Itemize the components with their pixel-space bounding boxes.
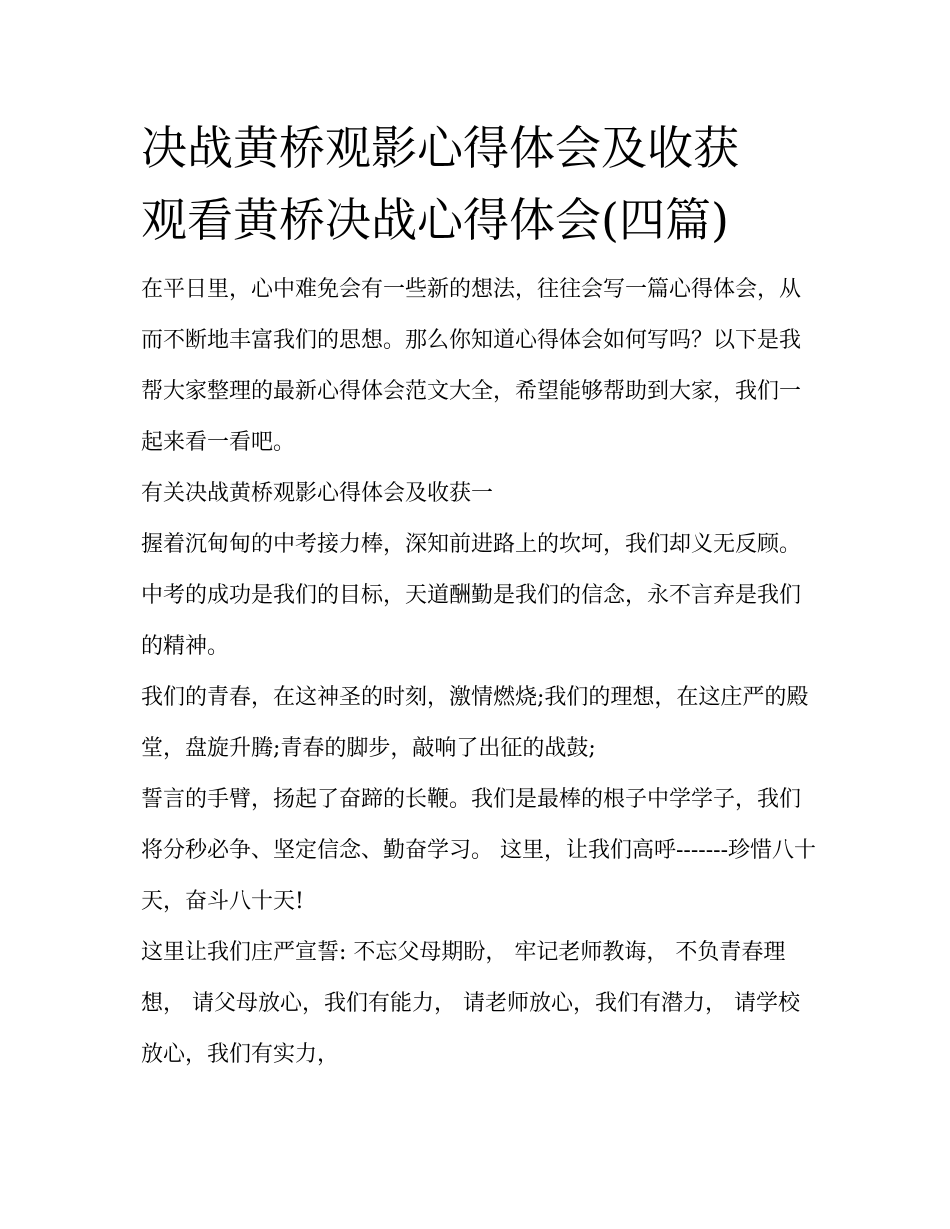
body-paragraph-1: 握着沉甸甸的中考接力棒，深知前进路上的坎坷，我们却义无反顾。中考的成功是我们的目标，天道酬勤是我们的信念，永不言弃是我们的精神。 — [141, 532, 802, 659]
intro-paragraph: 在平日里，心中难免会有一些新的想法，往往会写一篇心得体会，从而不断地丰富我们的思想。那么你知道心得体会如何写吗？以下是我帮大家整理的最新心得体会范文大全，希望能够帮助到大家，我们一起来看一看吧。 — [141, 277, 802, 455]
document-title — [141, 112, 821, 256]
title-line-2: 观看黄桥决战心得体会(四篇) — [141, 193, 729, 247]
body-paragraph-3: 誓言的手臂，扬起了奋蹄的长鞭。我们是最棒的根子中学学子，我们将分秒必争、坚定信念、勤奋学习。 这里，让我们高呼-------珍惜八十天，奋斗八十天! — [141, 787, 817, 914]
title-line-1: 决战黄桥观影心得体会及收获 — [141, 121, 739, 175]
document-page — [141, 112, 821, 1080]
body-paragraph-4: 这里让我们庄严宣誓: 不忘父母期盼， 牢记老师教诲， 不负青春理想， 请父母放心，我们有能力， 请老师放心，我们有潜力， 请学校放心，我们有实力， — [141, 940, 800, 1067]
section-heading: 有关决战黄桥观影心得体会及收获一 — [141, 481, 494, 506]
body-paragraph-2: 我们的青春，在这神圣的时刻，激情燃烧;我们的理想，在这庄严的殿堂，盘旋升腾;青春的脚步，敲响了出征的战鼓; — [141, 685, 809, 761]
